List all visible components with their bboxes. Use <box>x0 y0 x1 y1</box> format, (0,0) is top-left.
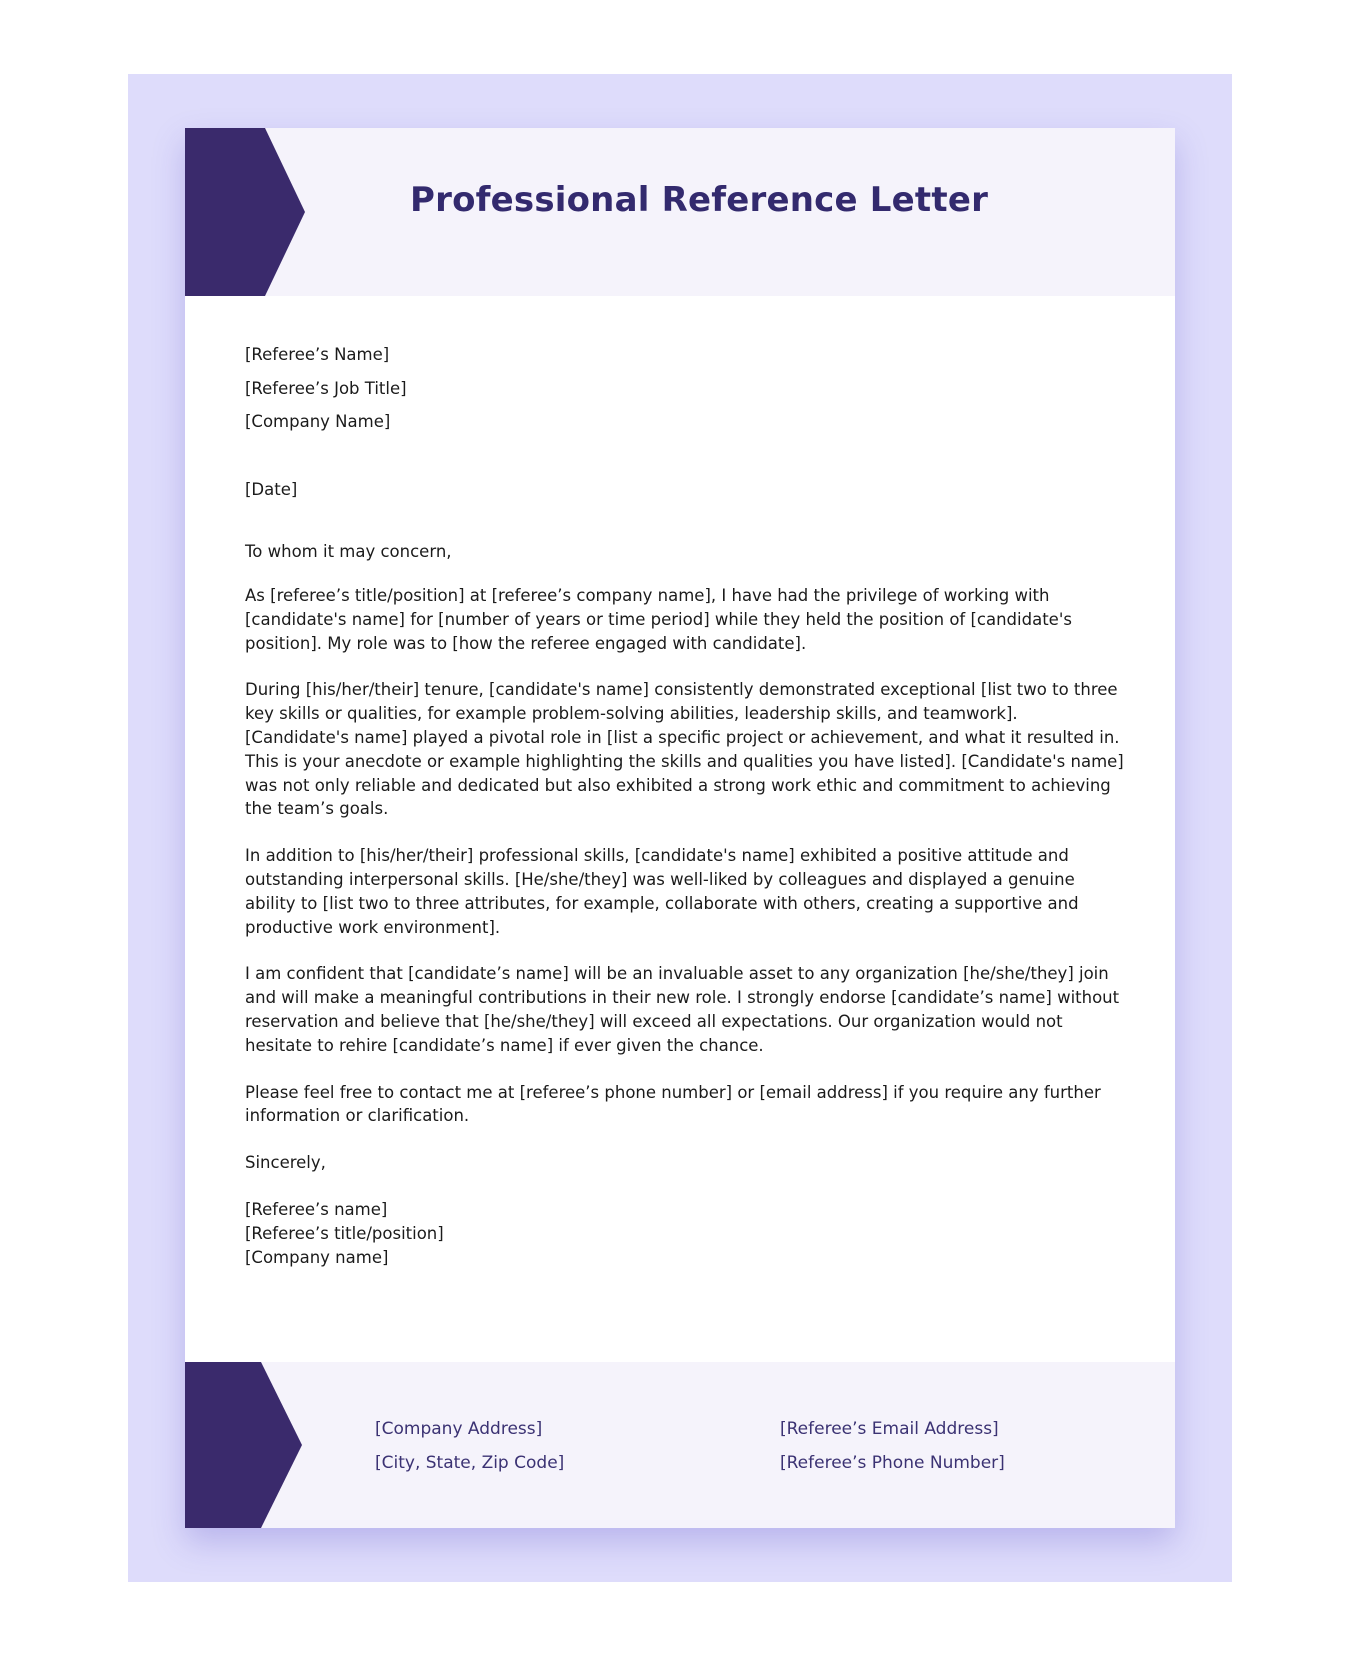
footer-band <box>185 1362 1175 1528</box>
paragraph-interpersonal: In addition to [his/her/their] professional skills, [candidate's name] exhibited a positive attitude and outstanding interpersonal skills. [He/she/they] was well-liked by colleagues and displayed a genuine ability to [list two to three attributes, for example, collaborate with others, creating a supportive and productive work environment]. <box>245 846 1079 937</box>
letter-date: [Date] <box>245 479 298 499</box>
company-name: [Company Name] <box>245 412 391 431</box>
footer-address <box>375 1412 564 1480</box>
letter-page <box>185 128 1175 1528</box>
signature-title: [Referee’s title/position] <box>245 1223 444 1243</box>
footer-contact <box>780 1412 1005 1480</box>
header-chevron-icon <box>185 128 305 296</box>
footer-company-address: [Company Address] <box>375 1419 543 1439</box>
salutation: To whom it may concern, <box>245 542 452 561</box>
closing: Sincerely, <box>245 1153 326 1173</box>
footer-city-state-zip: [City, State, Zip Code] <box>375 1453 565 1473</box>
letter-body <box>245 338 1125 1269</box>
signature-name: [Referee’s name] <box>245 1199 388 1219</box>
footer-chevron-icon <box>185 1362 305 1528</box>
paragraph-intro: As [referee’s title/position] at [referee’s company name], I have had the privilege of working with [candidate's name] for [number of years or time period] while they held the position of [candidate's position]. My role was to [how the referee engaged with candidate]. <box>245 586 1072 653</box>
paragraph-contact: Please feel free to contact me at [referee’s phone number] or [email address] if you require any further information or clarification. <box>245 1082 1101 1126</box>
header-band <box>185 128 1175 296</box>
footer-phone: [Referee’s Phone Number] <box>780 1453 1005 1473</box>
referee-job-title: [Referee’s Job Title] <box>245 378 407 398</box>
referee-name: [Referee’s Name] <box>245 345 390 364</box>
footer-email: [Referee’s Email Address] <box>780 1419 999 1439</box>
paragraph-tenure: During [his/her/their] tenure, [candidate's name] consistently demonstrated exceptional [list two to three key skills or qualities, for example problem-solving abilities, leadership skills, and teamwork]. [Candidate's name] played a pivotal role in [list a specific project or achievement, and what it resulted in. This is your anecdote or example highlighting the skills and qualities you have listed]. [Candidate's name] was not only reliable and dedicated but also exhibited a strong work ethic and commitment to achieving the team’s goals. <box>245 680 1124 819</box>
paragraph-endorsement: I am confident that [candidate’s name] will be an invaluable asset to any organization [he/she/they] join and will make a meaningful contributions in their new role. I strongly endorse [candidate’s name] without reservation and believe that [he/she/they] will exceed all expectations. Our organization would not hesitate to rehire [candidate’s name] if ever given the chance. <box>245 964 1120 1055</box>
page-title: Professional Reference Letter <box>410 180 989 220</box>
signature-company: [Company name] <box>245 1247 389 1267</box>
